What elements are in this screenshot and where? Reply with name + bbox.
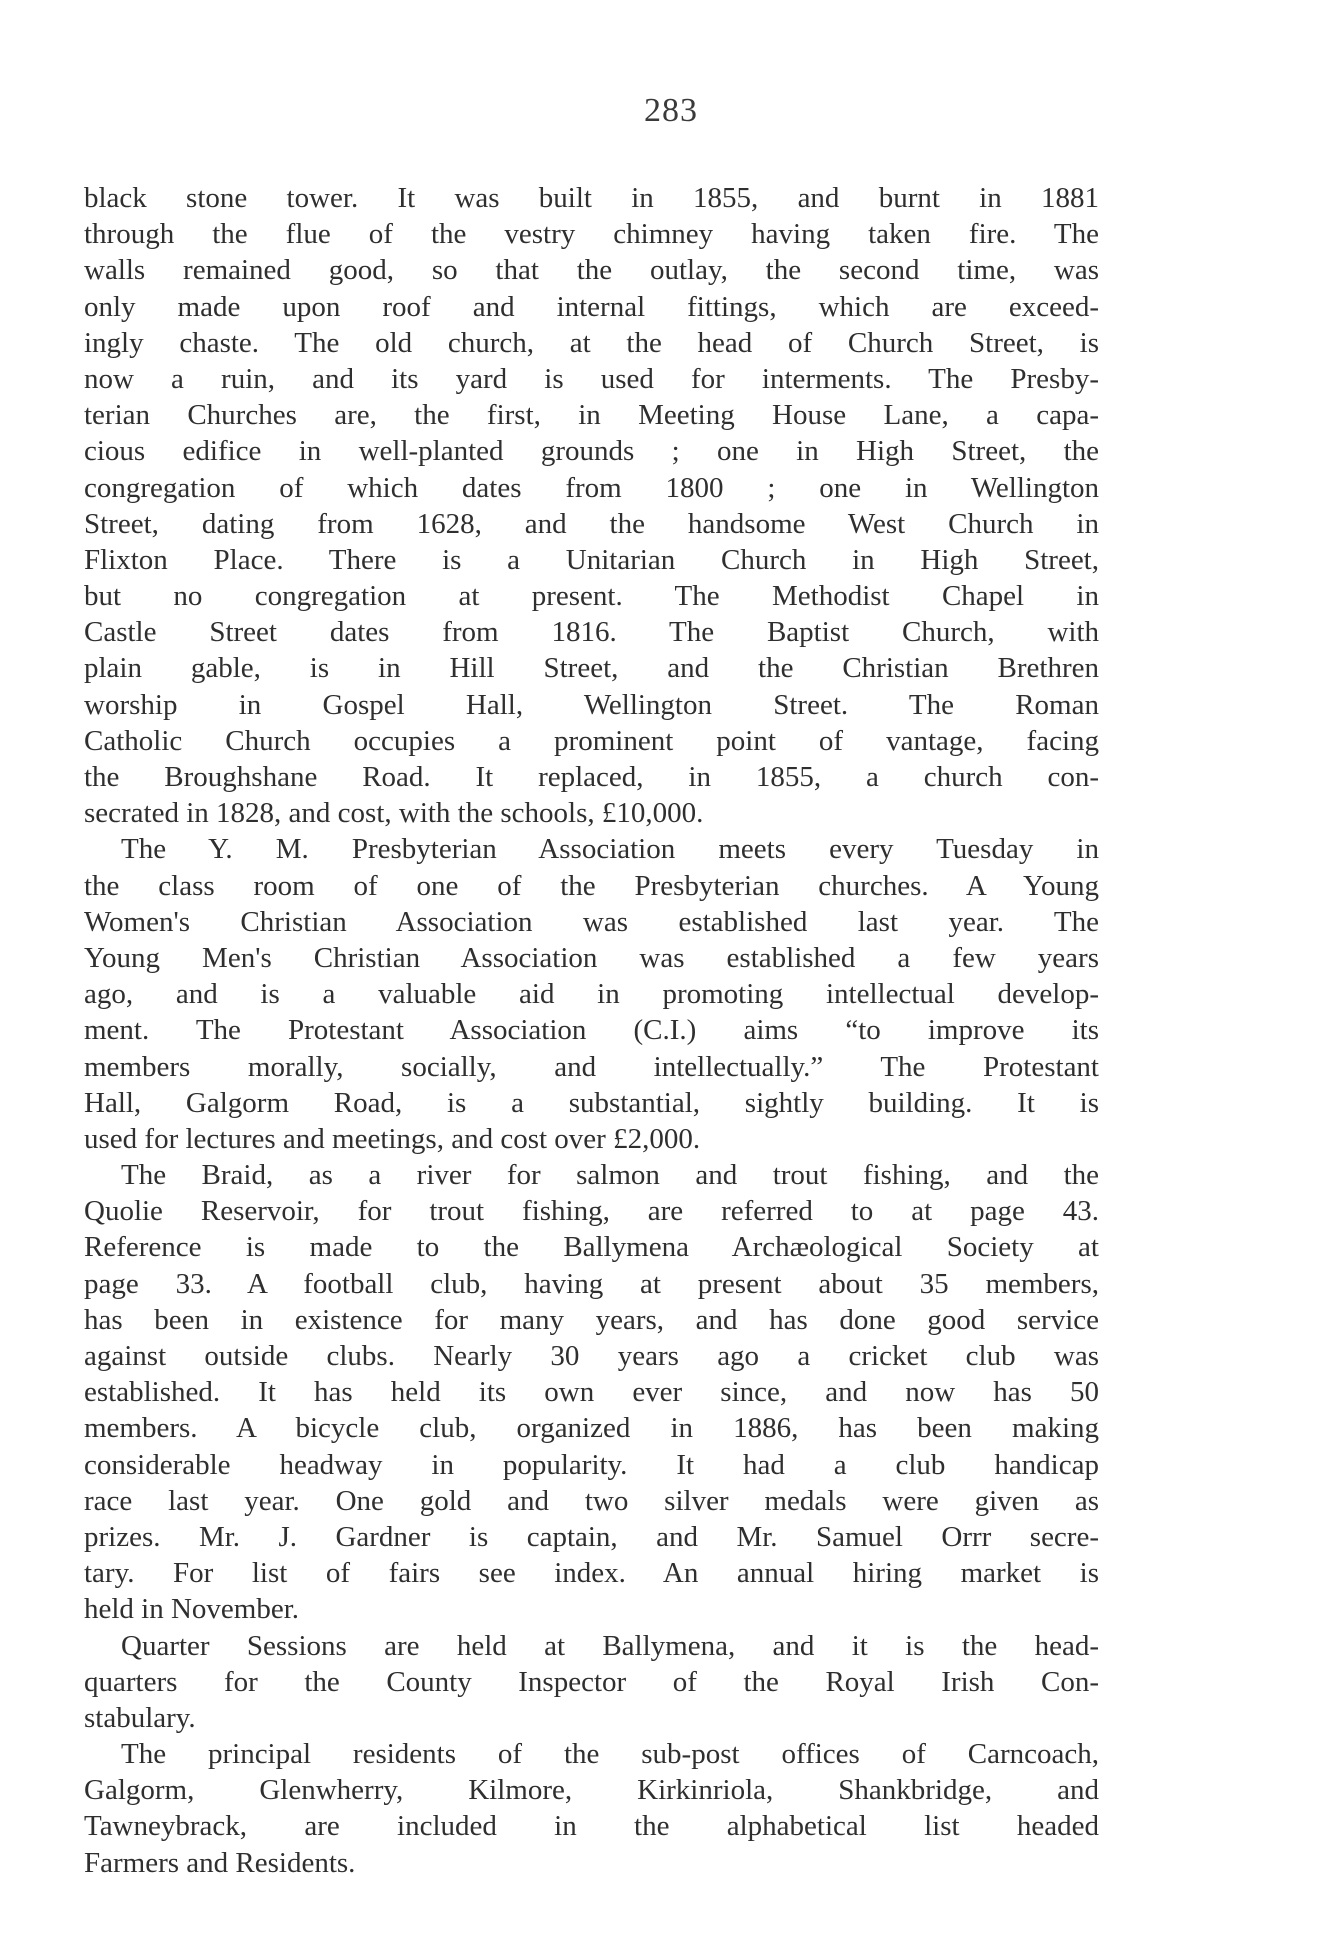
- text-line: Castle Street dates from 1816. The Baptist Church, with: [84, 616, 1099, 649]
- text-line: terian Churches are, the first, in Meeting House Lane, a capa-: [84, 399, 1099, 432]
- text-line: black stone tower. It was built in 1855, and burnt in 1881: [84, 182, 1099, 214]
- text-line: prizes. Mr. J. Gardner is captain, and Mr. Samuel Orrr secre-: [84, 1520, 1099, 1553]
- text-line: Hall, Galgorm Road, is a substantial, sightly building. It is: [84, 1086, 1099, 1119]
- text-line: Quarter Sessions are held at Ballymena, and it is the head-: [121, 1629, 1099, 1662]
- text-line: walls remained good, so that the outlay, the second time, was: [84, 254, 1099, 287]
- page-number: 283: [644, 92, 698, 129]
- text-line: members morally, socially, and intellectually.” The Protestant: [84, 1050, 1099, 1083]
- text-line: The principal residents of the sub-post offices of Carncoach,: [121, 1738, 1099, 1771]
- text-line: ment. The Protestant Association (C.I.) aims “to improve its: [84, 1014, 1099, 1047]
- text-line: The Y. M. Presbyterian Association meets every Tuesday in: [121, 833, 1099, 866]
- text-line: against outside clubs. Nearly 30 years ago a cricket club was: [84, 1340, 1099, 1372]
- text-line: Quolie Reservoir, for trout fishing, are referred to at page 43.: [84, 1195, 1099, 1228]
- text-line: secrated in 1828, and cost, with the schools, £10,000.: [84, 797, 704, 830]
- text-line: page 33. A football club, having at present about 35 members,: [84, 1267, 1099, 1300]
- text-line: worship in Gospel Hall, Wellington Street. The Roman: [84, 688, 1099, 721]
- text-line: congregation of which dates from 1800 ; one in Wellington: [84, 471, 1099, 504]
- text-line: The Braid, as a river for salmon and trout fishing, and the: [121, 1159, 1099, 1192]
- text-line: cious edifice in well-planted grounds ; one in High Street, the: [84, 435, 1099, 468]
- text-line: Street, dating from 1628, and the handsome West Church in: [84, 507, 1099, 540]
- text-line: race last year. One gold and two silver medals were given as: [84, 1484, 1099, 1517]
- text-line: but no congregation at present. The Methodist Chapel in: [84, 580, 1099, 613]
- text-line: only made upon roof and internal fittings, which are exceed-: [84, 290, 1099, 323]
- text-line: established. It has held its own ever since, and now has 50: [84, 1376, 1099, 1409]
- text-line: considerable headway in popularity. It had a club handicap: [84, 1448, 1099, 1481]
- text-line: Women's Christian Association was established last year. The: [84, 905, 1099, 938]
- text-line: the Broughshane Road. It replaced, in 1855, a church con-: [84, 761, 1099, 793]
- text-line: Flixton Place. There is a Unitarian Church in High Street,: [84, 543, 1099, 576]
- text-line: Farmers and Residents.: [84, 1846, 356, 1879]
- text-line: used for lectures and meetings, and cost over £2,000.: [84, 1122, 701, 1155]
- body-text: [84, 180, 1099, 1881]
- text-line: ingly chaste. The old church, at the head of Church Street, is: [84, 326, 1099, 359]
- text-line: Tawneybrack, are included in the alphabetical list headed: [84, 1810, 1099, 1843]
- text-line: has been in existence for many years, and has done good service: [84, 1303, 1099, 1336]
- text-line: Young Men's Christian Association was established a few years: [84, 941, 1099, 974]
- text-line: now a ruin, and its yard is used for interments. The Presby-: [84, 362, 1099, 395]
- text-line: Galgorm, Glenwherry, Kilmore, Kirkinriola, Shankbridge, and: [84, 1774, 1099, 1807]
- text-line: Reference is made to the Ballymena Archæological Society at: [84, 1231, 1099, 1264]
- text-line: the class room of one of the Presbyterian churches. A Young: [84, 869, 1099, 902]
- text-line: ago, and is a valuable aid in promoting intellectual develop-: [84, 978, 1099, 1011]
- text-line: stabulary.: [84, 1701, 196, 1734]
- text-line: tary. For list of fairs see index. An annual hiring market is: [84, 1557, 1099, 1590]
- text-line: plain gable, is in Hill Street, and the Christian Brethren: [84, 652, 1099, 685]
- text-line: members. A bicycle club, organized in 1886, has been making: [84, 1412, 1099, 1445]
- text-line: through the flue of the vestry chimney having taken fire. The: [84, 218, 1099, 251]
- text-line: quarters for the County Inspector of the Royal Irish Con-: [84, 1665, 1099, 1698]
- text-line: Catholic Church occupies a prominent point of vantage, facing: [84, 724, 1099, 757]
- text-line: held in November.: [84, 1593, 300, 1626]
